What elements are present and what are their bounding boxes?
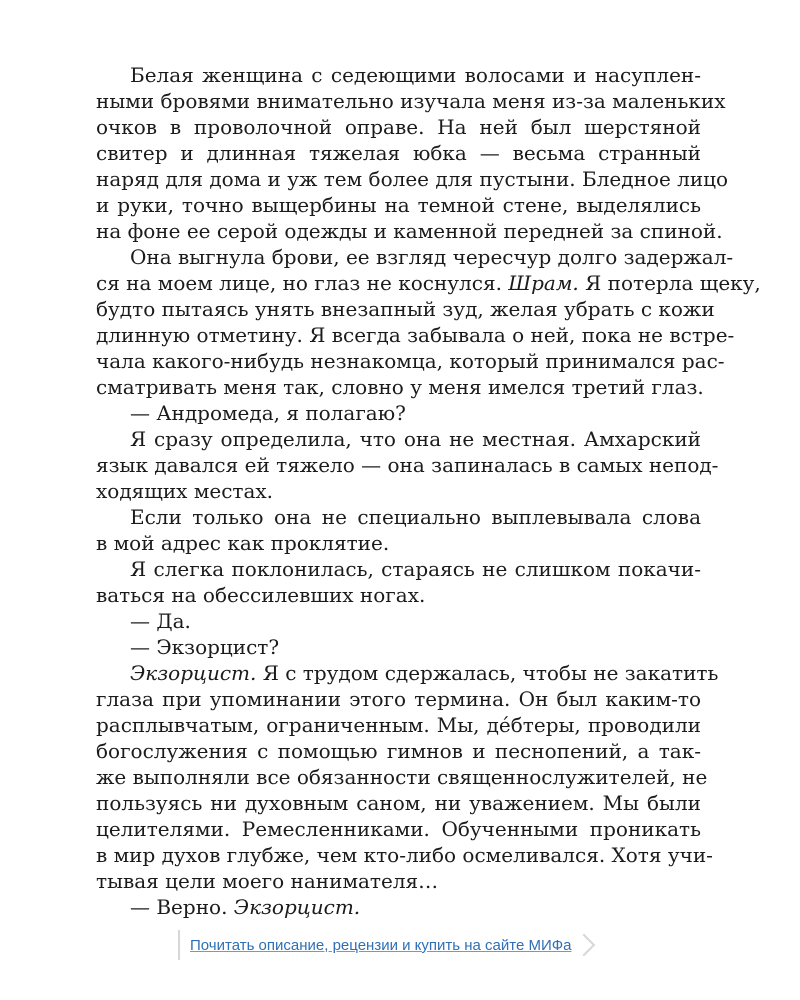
- text-line: очков в проволочной оправе. На ней был шерстяной: [96, 115, 701, 139]
- text-span: Я с трудом сдержалась, чтобы не закатить: [256, 661, 719, 685]
- italic-word: Экзорцист.: [130, 661, 257, 685]
- text-line: [96, 660, 719, 686]
- text-line: — Экзорцист?: [130, 635, 280, 659]
- paragraph-1: [96, 62, 729, 244]
- text-line: [96, 894, 701, 920]
- text-line: сматривать меня так, словно у меня имелся третий глаз.: [96, 375, 704, 399]
- book-text: [96, 62, 761, 920]
- text-line: богослужения с помощью гимнов и песнопений, а так-: [96, 739, 701, 763]
- text-line: и руки, точно выщербины на темной стене, выделялись: [96, 193, 701, 217]
- paragraph-3: [96, 400, 701, 426]
- paragraph-4: [96, 426, 719, 504]
- italic-word: Экзорцист.: [233, 895, 361, 919]
- text-span: Я потерла щеку,: [578, 271, 761, 295]
- text-line: ваться на обессилевших ногах.: [96, 583, 426, 607]
- text-line: — Да.: [130, 609, 191, 633]
- text-line: пользуясь ни духовным саном, ни уважением. Мы были: [96, 791, 701, 815]
- text-line: Если только она не специально выплевывала слова: [130, 505, 701, 529]
- text-line: Я слегка поклонилась, стараясь не слишком покачи-: [130, 557, 701, 581]
- text-line: же выполняли все обязанности священнослужителей, не: [96, 765, 708, 789]
- text-line: ными бровями внимательно изучала меня из-за маленьких: [96, 89, 726, 113]
- paragraph-8: [96, 634, 701, 660]
- paragraph-2: [96, 244, 761, 400]
- text-line: будто пытаясь унять внезапный зуд, желая убрать с кожи: [96, 297, 715, 321]
- paragraph-6: [96, 556, 701, 608]
- text-line: чала какого-нибудь незнакомца, который принимался рас-: [96, 349, 725, 373]
- text-line: Белая женщина с седеющими волосами и насуплен-: [130, 63, 701, 87]
- text-line: ходящих местах.: [96, 479, 274, 503]
- footer-link-container: [178, 930, 586, 960]
- text-line: расплывчатым, ограниченным. Мы, дéбтеры, проводили: [96, 713, 701, 737]
- text-line: Она выгнула брови, ее взгляд чересчур долго задержал-: [130, 245, 734, 269]
- text-line: язык давался ей тяжело — она запиналась в самых непод-: [96, 453, 719, 477]
- text-line: в мой адрес как проклятие.: [96, 531, 390, 555]
- paragraph-5: [96, 504, 701, 556]
- italic-word: Шрам.: [508, 271, 579, 295]
- text-line: свитер и длинная тяжелая юбка — весьма странный: [96, 141, 701, 165]
- text-line: — Андромеда, я полагаю?: [130, 401, 406, 425]
- buy-on-mif-link[interactable]: Почитать описание, рецензии и купить на сайте МИФа: [190, 936, 572, 954]
- text-line: длинную отметину. Я всегда забывала о ней, пока не встре-: [96, 323, 735, 347]
- text-line: [96, 270, 761, 296]
- text-line: наряд для дома и уж тем более для пустыни. Бледное лицо: [96, 167, 729, 191]
- text-line: Я сразу определила, что она не местная. Амхарский: [130, 427, 701, 451]
- text-line: глаза при упоминании этого термина. Он был каким-то: [96, 687, 701, 711]
- text-line: в мир духов глубже, чем кто-либо осмеливался. Хотя учи-: [96, 843, 713, 867]
- text-span: ся на моем лице, но глаз не коснулся.: [96, 271, 509, 295]
- text-line: тывая цели моего нанимателя…: [96, 869, 439, 893]
- paragraph-7: [96, 608, 701, 634]
- paragraph-10: [96, 894, 701, 920]
- text-line: целителями. Ремесленниками. Обученными проникать: [96, 817, 701, 841]
- text-span: — Верно.: [130, 895, 234, 919]
- text-line: на фоне ее серой одежды и каменной передней за спиной.: [96, 219, 723, 243]
- paragraph-9: [96, 660, 719, 894]
